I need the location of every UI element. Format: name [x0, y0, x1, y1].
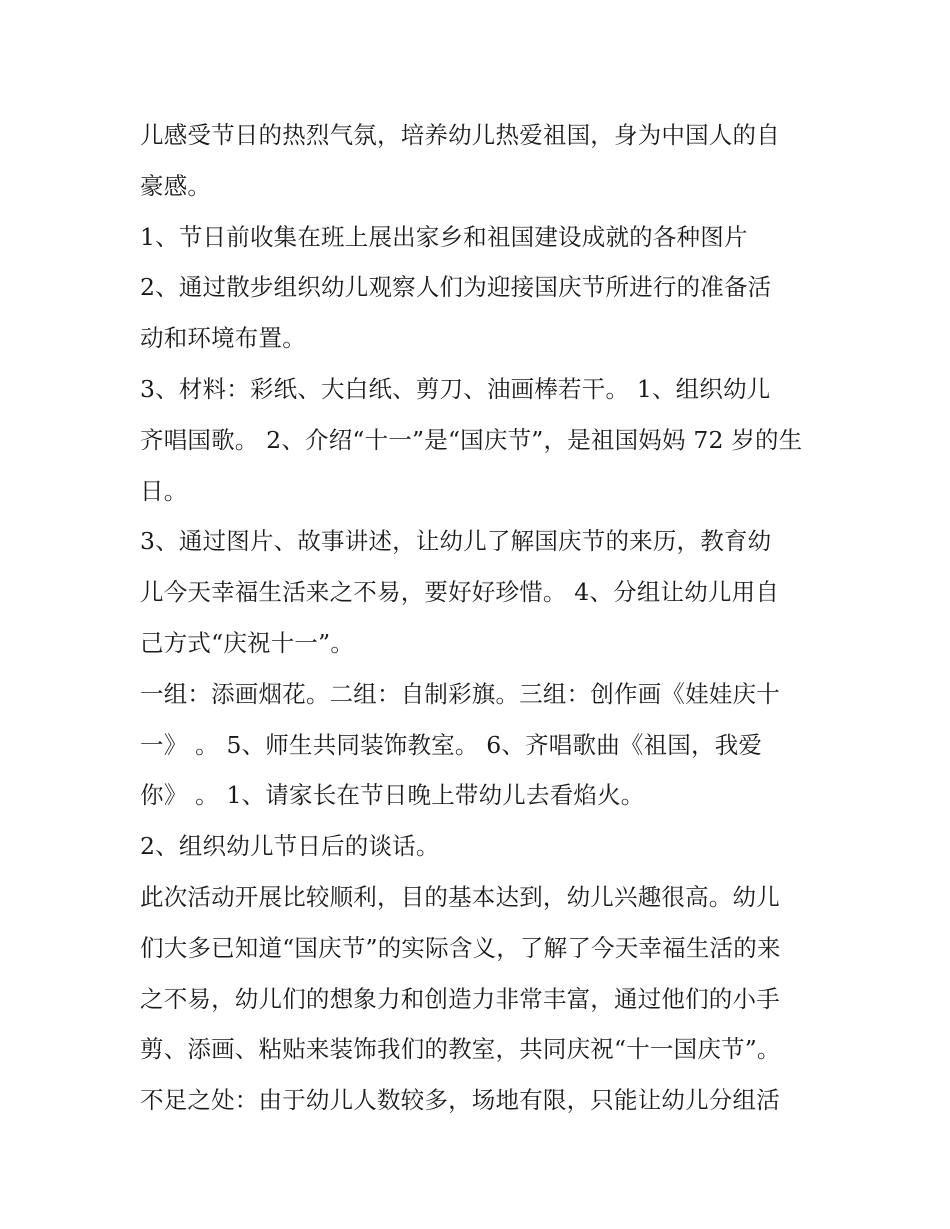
text-line: 儿今天幸福生活来之不易，要好好珍惜。 4、分组让幼儿用自 — [140, 578, 780, 607]
text-line: 之不易，幼儿们的想象力和创造力非常丰富，通过他们的小手 — [140, 984, 780, 1013]
text-line: 们大多已知道“国庆节”的实际含义，了解了今天幸福生活的来 — [140, 933, 781, 962]
text-line: 儿感受节日的热烈气氛，培养幼儿热爱祖国，身为中国人的自 — [140, 121, 780, 149]
text-line: 豪感。 — [140, 171, 212, 200]
document-body — [140, 110, 820, 1126]
text-line: 一》 。 5、师生共同装饰教室。 6、齐唱歌曲《祖国，我爱 — [140, 730, 763, 759]
text-line: 3、通过图片、故事讲述，让幼儿了解国庆节的来历，教育幼 — [140, 527, 772, 556]
text-line: 此次活动开展比较顺利，目的基本达到，幼儿兴趣很高。幼儿 — [140, 882, 780, 911]
text-line: 剪、添画、粘贴来装饰我们的教室，共同庆祝“十一国庆节”。 — [140, 1035, 781, 1064]
text-line: 齐唱国歌。 2、介绍“十一”是“国庆节”，是祖国妈妈 72 岁的生 — [140, 425, 803, 454]
text-line: 动和环境布置。 — [140, 324, 306, 353]
text-line: 一组：添画烟花。二组：自制彩旗。三组：创作画《娃娃庆十 — [140, 679, 780, 708]
text-line: 1、节日前收集在班上展出家乡和祖国建设成就的各种图片 — [140, 222, 748, 251]
text-line: 你》 。 1、请家长在节日晚上带幼儿去看焰火。 — [140, 781, 645, 810]
text-line: 不足之处：由于幼儿人数较多，场地有限，只能让幼儿分组活 — [140, 1086, 780, 1115]
text-line: 2、通过散步组织幼儿观察人们为迎接国庆节所进行的准备活 — [140, 273, 772, 302]
text-line: 2、组织幼儿节日后的谈话。 — [140, 832, 440, 861]
text-line: 日。 — [140, 476, 188, 505]
text-line: 己方式“庆祝十一”。 — [140, 628, 355, 657]
text-line: 3、材料：彩纸、大白纸、剪刀、油画棒若干。 1、组织幼儿 — [140, 374, 771, 403]
